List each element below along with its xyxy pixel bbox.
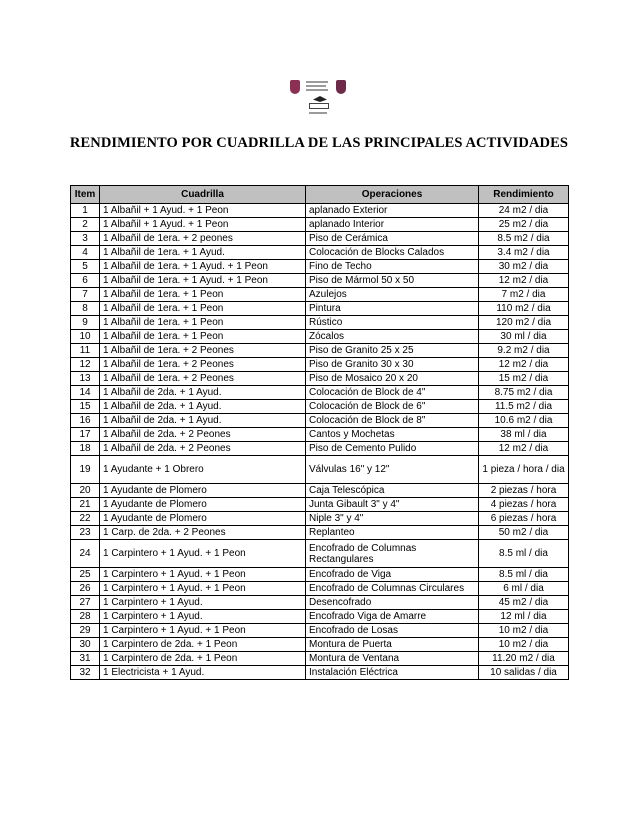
cell-rendimiento: 110 m2 / dia <box>479 302 569 316</box>
cell-cuadrilla: 1 Ayudante + 1 Obrero <box>100 456 306 484</box>
table-row <box>71 540 569 568</box>
cell-rendimiento: 38 ml / dia <box>479 428 569 442</box>
cell-item: 20 <box>71 484 100 498</box>
cell-item: 26 <box>71 582 100 596</box>
table-row <box>71 386 569 400</box>
table-row <box>71 260 569 274</box>
cell-operaciones: aplanado Exterior <box>306 204 479 218</box>
cell-rendimiento: 30 ml / dia <box>479 330 569 344</box>
cell-rendimiento: 120 m2 / dia <box>479 316 569 330</box>
cell-rendimiento: 8.5 ml / dia <box>479 568 569 582</box>
cell-operaciones: Encofrado de Columnas Rectangulares <box>306 540 479 568</box>
cell-rendimiento: 9.2 m2 / dia <box>479 344 569 358</box>
logo-caption-box <box>309 103 329 109</box>
cell-operaciones: Piso de Mármol 50 x 50 <box>306 274 479 288</box>
cell-operaciones: Zócalos <box>306 330 479 344</box>
cell-cuadrilla: 1 Carpintero + 1 Ayud. <box>100 610 306 624</box>
cell-item: 16 <box>71 414 100 428</box>
cell-item: 32 <box>71 666 100 680</box>
table-row <box>71 316 569 330</box>
cell-rendimiento: 2 piezas / hora <box>479 484 569 498</box>
cell-cuadrilla: 1 Carpintero + 1 Ayud. <box>100 596 306 610</box>
cell-rendimiento: 8.5 ml / dia <box>479 540 569 568</box>
table-row <box>71 666 569 680</box>
cell-item: 12 <box>71 358 100 372</box>
table-row <box>71 400 569 414</box>
cell-rendimiento: 8.5 m2 / dia <box>479 232 569 246</box>
header-item: Item <box>71 186 100 204</box>
cell-operaciones: Niple 3" y 4" <box>306 512 479 526</box>
table-row <box>71 512 569 526</box>
table-row <box>71 596 569 610</box>
cell-cuadrilla: 1 Albañil de 1era. + 2 Peones <box>100 372 306 386</box>
cell-rendimiento: 50 m2 / dia <box>479 526 569 540</box>
cell-rendimiento: 10 m2 / dia <box>479 624 569 638</box>
table-row <box>71 344 569 358</box>
cell-item: 21 <box>71 498 100 512</box>
cell-rendimiento: 12 ml / dia <box>479 610 569 624</box>
table-row <box>71 218 569 232</box>
cell-cuadrilla: 1 Albañil de 1era. + 1 Ayud. <box>100 246 306 260</box>
cell-operaciones: Encofrado Viga de Amarre <box>306 610 479 624</box>
cell-operaciones: Piso de Mosaico 20 x 20 <box>306 372 479 386</box>
cell-cuadrilla: 1 Albañil de 1era. + 1 Peon <box>100 288 306 302</box>
cell-operaciones: Azulejos <box>306 288 479 302</box>
table-row <box>71 274 569 288</box>
cell-item: 22 <box>71 512 100 526</box>
cell-cuadrilla: 1 Carpintero + 1 Ayud. + 1 Peon <box>100 582 306 596</box>
cell-rendimiento: 12 m2 / dia <box>479 274 569 288</box>
cell-operaciones: Instalación Eléctrica <box>306 666 479 680</box>
cell-cuadrilla: 1 Electricista + 1 Ayud. <box>100 666 306 680</box>
cell-cuadrilla: 1 Carpintero de 2da. + 1 Peon <box>100 652 306 666</box>
left-crest-icon <box>290 80 300 94</box>
table-row <box>71 358 569 372</box>
cell-cuadrilla: 1 Carpintero + 1 Ayud. + 1 Peon <box>100 568 306 582</box>
rendimiento-table <box>70 185 569 680</box>
cell-rendimiento: 15 m2 / dia <box>479 372 569 386</box>
cell-item: 3 <box>71 232 100 246</box>
table-row <box>71 372 569 386</box>
header-cuadrilla: Cuadrilla <box>100 186 306 204</box>
cell-rendimiento: 3.4 m2 / dia <box>479 246 569 260</box>
cell-operaciones: Cantos y Mochetas <box>306 428 479 442</box>
cell-item: 27 <box>71 596 100 610</box>
cell-cuadrilla: 1 Albañil de 2da. + 2 Peones <box>100 428 306 442</box>
cell-operaciones: Piso de Cerámica <box>306 232 479 246</box>
cell-cuadrilla: 1 Albañil de 1era. + 1 Ayud. + 1 Peon <box>100 274 306 288</box>
cell-rendimiento: 12 m2 / dia <box>479 358 569 372</box>
cell-operaciones: Colocación de Block de 8" <box>306 414 479 428</box>
cell-operaciones: Desencofrado <box>306 596 479 610</box>
cell-item: 2 <box>71 218 100 232</box>
table-row <box>71 442 569 456</box>
cell-rendimiento: 4 piezas / hora <box>479 498 569 512</box>
cell-operaciones: Encofrado de Columnas Circulares <box>306 582 479 596</box>
cell-cuadrilla: 1 Albañil de 1era. + 2 peones <box>100 232 306 246</box>
cell-item: 23 <box>71 526 100 540</box>
header-rendimiento: Rendimiento <box>479 186 569 204</box>
cell-item: 14 <box>71 386 100 400</box>
cell-cuadrilla: 1 Albañil de 1era. + 1 Ayud. + 1 Peon <box>100 260 306 274</box>
right-crest-icon <box>336 80 346 94</box>
cell-operaciones: Piso de Cemento Pulido <box>306 442 479 456</box>
cell-item: 30 <box>71 638 100 652</box>
table-body <box>71 204 569 680</box>
cell-cuadrilla: 1 Albañil + 1 Ayud. + 1 Peon <box>100 204 306 218</box>
cell-operaciones: Replanteo <box>306 526 479 540</box>
cell-rendimiento: 11.5 m2 / dia <box>479 400 569 414</box>
cell-rendimiento: 11.20 m2 / dia <box>479 652 569 666</box>
table-row <box>71 652 569 666</box>
cell-item: 4 <box>71 246 100 260</box>
table-row <box>71 526 569 540</box>
cell-item: 15 <box>71 400 100 414</box>
cell-cuadrilla: 1 Albañil de 1era. + 1 Peon <box>100 330 306 344</box>
cell-operaciones: Junta Gibault 3" y 4" <box>306 498 479 512</box>
cell-item: 28 <box>71 610 100 624</box>
table-row <box>71 330 569 344</box>
cell-rendimiento: 45 m2 / dia <box>479 596 569 610</box>
page-title: RENDIMIENTO POR CUADRILLA DE LAS PRINCIPALES ACTIVIDADES <box>69 135 569 151</box>
cell-operaciones: Colocación de Block de 4" <box>306 386 479 400</box>
cell-cuadrilla: 1 Carpintero + 1 Ayud. + 1 Peon <box>100 624 306 638</box>
header-operaciones: Operaciones <box>306 186 479 204</box>
cell-operaciones: aplanado Interior <box>306 218 479 232</box>
cell-operaciones: Encofrado de Viga <box>306 568 479 582</box>
cell-rendimiento: 7 m2 / dia <box>479 288 569 302</box>
cell-cuadrilla: 1 Albañil de 1era. + 2 Peones <box>100 344 306 358</box>
cell-item: 6 <box>71 274 100 288</box>
cell-operaciones: Rústico <box>306 316 479 330</box>
cell-rendimiento: 25 m2 / dia <box>479 218 569 232</box>
cell-item: 24 <box>71 540 100 568</box>
table-row <box>71 302 569 316</box>
cell-operaciones: Montura de Ventana <box>306 652 479 666</box>
table-row <box>71 232 569 246</box>
cell-operaciones: Pintura <box>306 302 479 316</box>
cell-rendimiento: 30 m2 / dia <box>479 260 569 274</box>
cell-cuadrilla: 1 Ayudante de Plomero <box>100 484 306 498</box>
table-row <box>71 638 569 652</box>
cell-operaciones: Caja Telescópica <box>306 484 479 498</box>
cell-item: 18 <box>71 442 100 456</box>
cell-operaciones: Piso de Granito 25 x 25 <box>306 344 479 358</box>
cell-operaciones: Piso de Granito 30 x 30 <box>306 358 479 372</box>
cell-cuadrilla: 1 Carpintero + 1 Ayud. + 1 Peon <box>100 540 306 568</box>
cell-item: 5 <box>71 260 100 274</box>
cell-item: 31 <box>71 652 100 666</box>
cell-item: 8 <box>71 302 100 316</box>
cell-item: 17 <box>71 428 100 442</box>
cell-item: 9 <box>71 316 100 330</box>
table-row <box>71 456 569 484</box>
cell-cuadrilla: 1 Albañil + 1 Ayud. + 1 Peon <box>100 218 306 232</box>
table-row <box>71 204 569 218</box>
cell-item: 10 <box>71 330 100 344</box>
cell-cuadrilla: 1 Ayudante de Plomero <box>100 512 306 526</box>
cell-item: 11 <box>71 344 100 358</box>
table-header-row <box>71 186 569 204</box>
table-row <box>71 288 569 302</box>
cell-rendimiento: 6 piezas / hora <box>479 512 569 526</box>
cell-item: 19 <box>71 456 100 484</box>
cell-rendimiento: 8.75 m2 / dia <box>479 386 569 400</box>
cell-rendimiento: 10 salidas / dia <box>479 666 569 680</box>
table-row <box>71 568 569 582</box>
cell-operaciones: Colocación de Block de 6" <box>306 400 479 414</box>
cell-operaciones: Encofrado de Losas <box>306 624 479 638</box>
cell-operaciones: Válvulas 16" y 12" <box>306 456 479 484</box>
cell-rendimiento: 24 m2 / dia <box>479 204 569 218</box>
cell-operaciones: Colocación de Blocks Calados <box>306 246 479 260</box>
table-row <box>71 484 569 498</box>
cell-cuadrilla: 1 Albañil de 2da. + 2 Peones <box>100 442 306 456</box>
table-row <box>71 582 569 596</box>
cell-cuadrilla: 1 Albañil de 1era. + 1 Peon <box>100 302 306 316</box>
cell-operaciones: Fino de Techo <box>306 260 479 274</box>
cell-item: 13 <box>71 372 100 386</box>
table-row <box>71 246 569 260</box>
cell-cuadrilla: 1 Carp. de 2da. + 2 Peones <box>100 526 306 540</box>
cell-cuadrilla: 1 Albañil de 2da. + 1 Ayud. <box>100 400 306 414</box>
table-row <box>71 428 569 442</box>
cell-operaciones: Montura de Puerta <box>306 638 479 652</box>
cell-rendimiento: 6 ml / dia <box>479 582 569 596</box>
cell-cuadrilla: 1 Albañil de 2da. + 1 Ayud. <box>100 414 306 428</box>
cell-rendimiento: 10.6 m2 / dia <box>479 414 569 428</box>
table-row <box>71 624 569 638</box>
institution-logo <box>290 78 346 116</box>
cell-item: 25 <box>71 568 100 582</box>
cell-item: 1 <box>71 204 100 218</box>
cell-cuadrilla: 1 Albañil de 1era. + 1 Peon <box>100 316 306 330</box>
cell-item: 7 <box>71 288 100 302</box>
table-row <box>71 610 569 624</box>
cell-rendimiento: 10 m2 / dia <box>479 638 569 652</box>
graduation-cap-icon <box>313 96 327 102</box>
cell-rendimiento: 1 pieza / hora / dia <box>479 456 569 484</box>
cell-cuadrilla: 1 Albañil de 1era. + 2 Peones <box>100 358 306 372</box>
table-row <box>71 498 569 512</box>
cell-rendimiento: 12 m2 / dia <box>479 442 569 456</box>
cell-cuadrilla: 1 Ayudante de Plomero <box>100 498 306 512</box>
table-row <box>71 414 569 428</box>
cell-cuadrilla: 1 Carpintero de 2da. + 1 Peon <box>100 638 306 652</box>
cell-cuadrilla: 1 Albañil de 2da. + 1 Ayud. <box>100 386 306 400</box>
cell-item: 29 <box>71 624 100 638</box>
